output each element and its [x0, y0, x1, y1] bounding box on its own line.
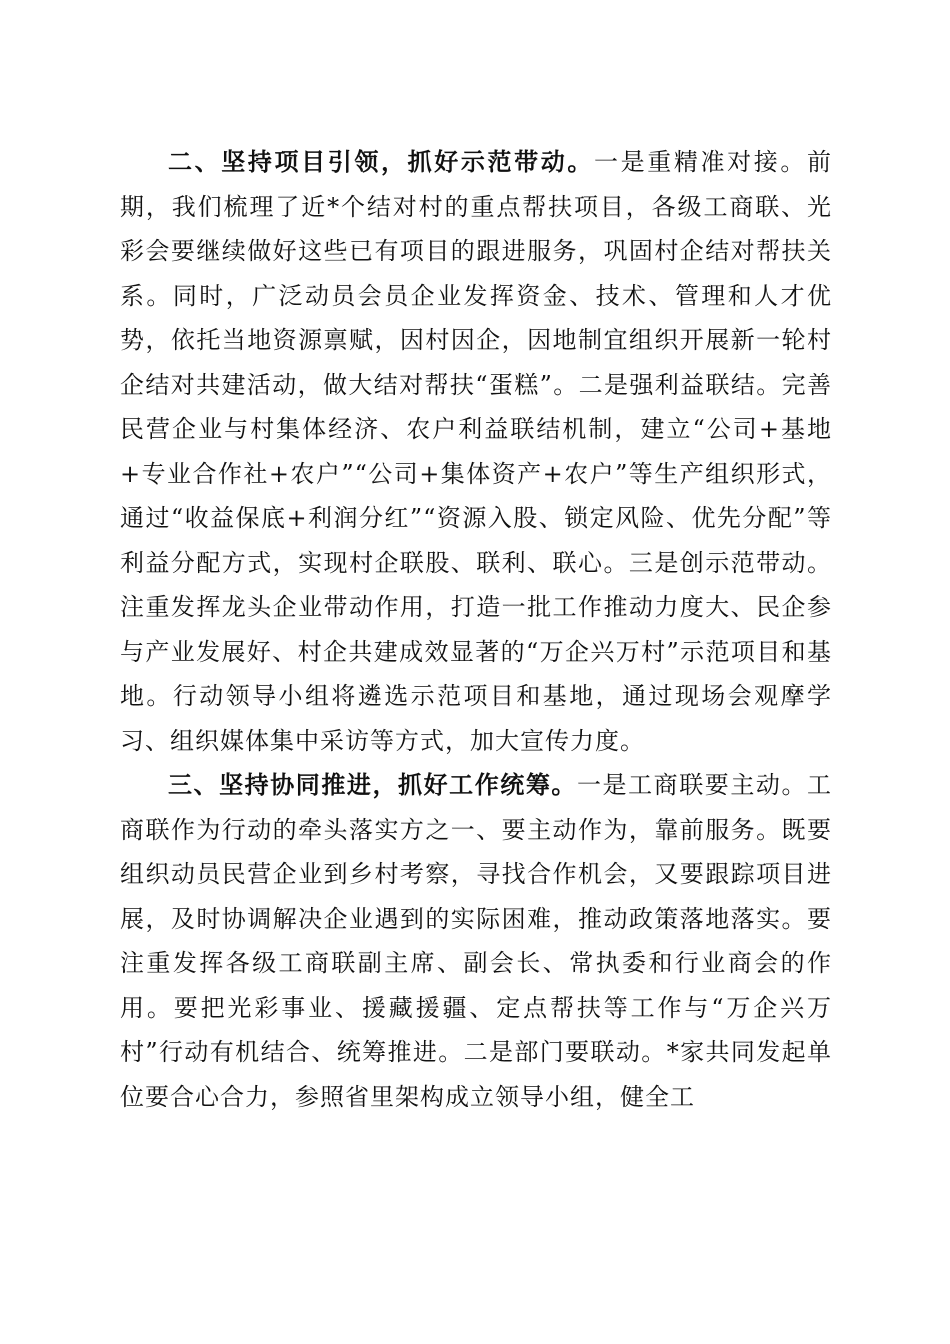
paragraph-two-text: 一是重精准对接。前期，我们梳理了近*个结对村的重点帮扶项目，各级工商联、光彩会要继续做好这些已有项目的跟进服务，巩固村企结对帮扶关系。同时，广泛动员会员企业发挥资金、技术、管理和人才优势，依托当地资源禀赋，因村因企，因地制宜组织开展新一轮村企结对共建活动，做大结对帮扶“蛋糕”。二是强利益联结。完善民营企业与村集体经济、农户利益联结机制，建立“公司+基地+专业合作社+农户”“公司+集体资产+农户”等生产组织形式，通过“收益保底+利润分红”“资源入股、锁定风险、优先分配”等利益分配方式，实现村企联股、联利、联心。三是创示范带动。注重发挥龙头企业带动作用，打造一批工作推动力度大、民企参与产业发展好、村企共建成效显著的“万企兴万村”示范项目和基地。行动领导小组将遴选示范项目和基地，通过现场会观摩学习、组织媒体集中采访等方式，加大宣传力度。 — [120, 148, 832, 755]
section-heading-two: 二、坚持项目引领，抓好示范带动。 — [168, 148, 594, 176]
document-body — [120, 140, 832, 1119]
paragraph-project-leadership — [120, 140, 832, 763]
paragraph-three-text: 一是工商联要主动。工商联作为行动的牵头落实方之一、要主动作为，靠前服务。既要组织动员民营企业到乡村考察，寻找合作机会，又要跟踪项目进展，及时协调解决企业遇到的实际困难，推动政策落地落实。要注重发挥各级工商联副主席、副会长、常执委和行业商会的作用。要把光彩事业、援藏援疆、定点帮扶等工作与“万企兴万村”行动有机结合、统筹推进。二是部门要联动。*家共同发起单位要合心合力，参照省里架构成立领导小组，健全工 — [120, 771, 833, 1111]
section-heading-three: 三、坚持协同推进，抓好工作统筹。 — [168, 771, 577, 799]
paragraph-coordination — [120, 763, 832, 1119]
